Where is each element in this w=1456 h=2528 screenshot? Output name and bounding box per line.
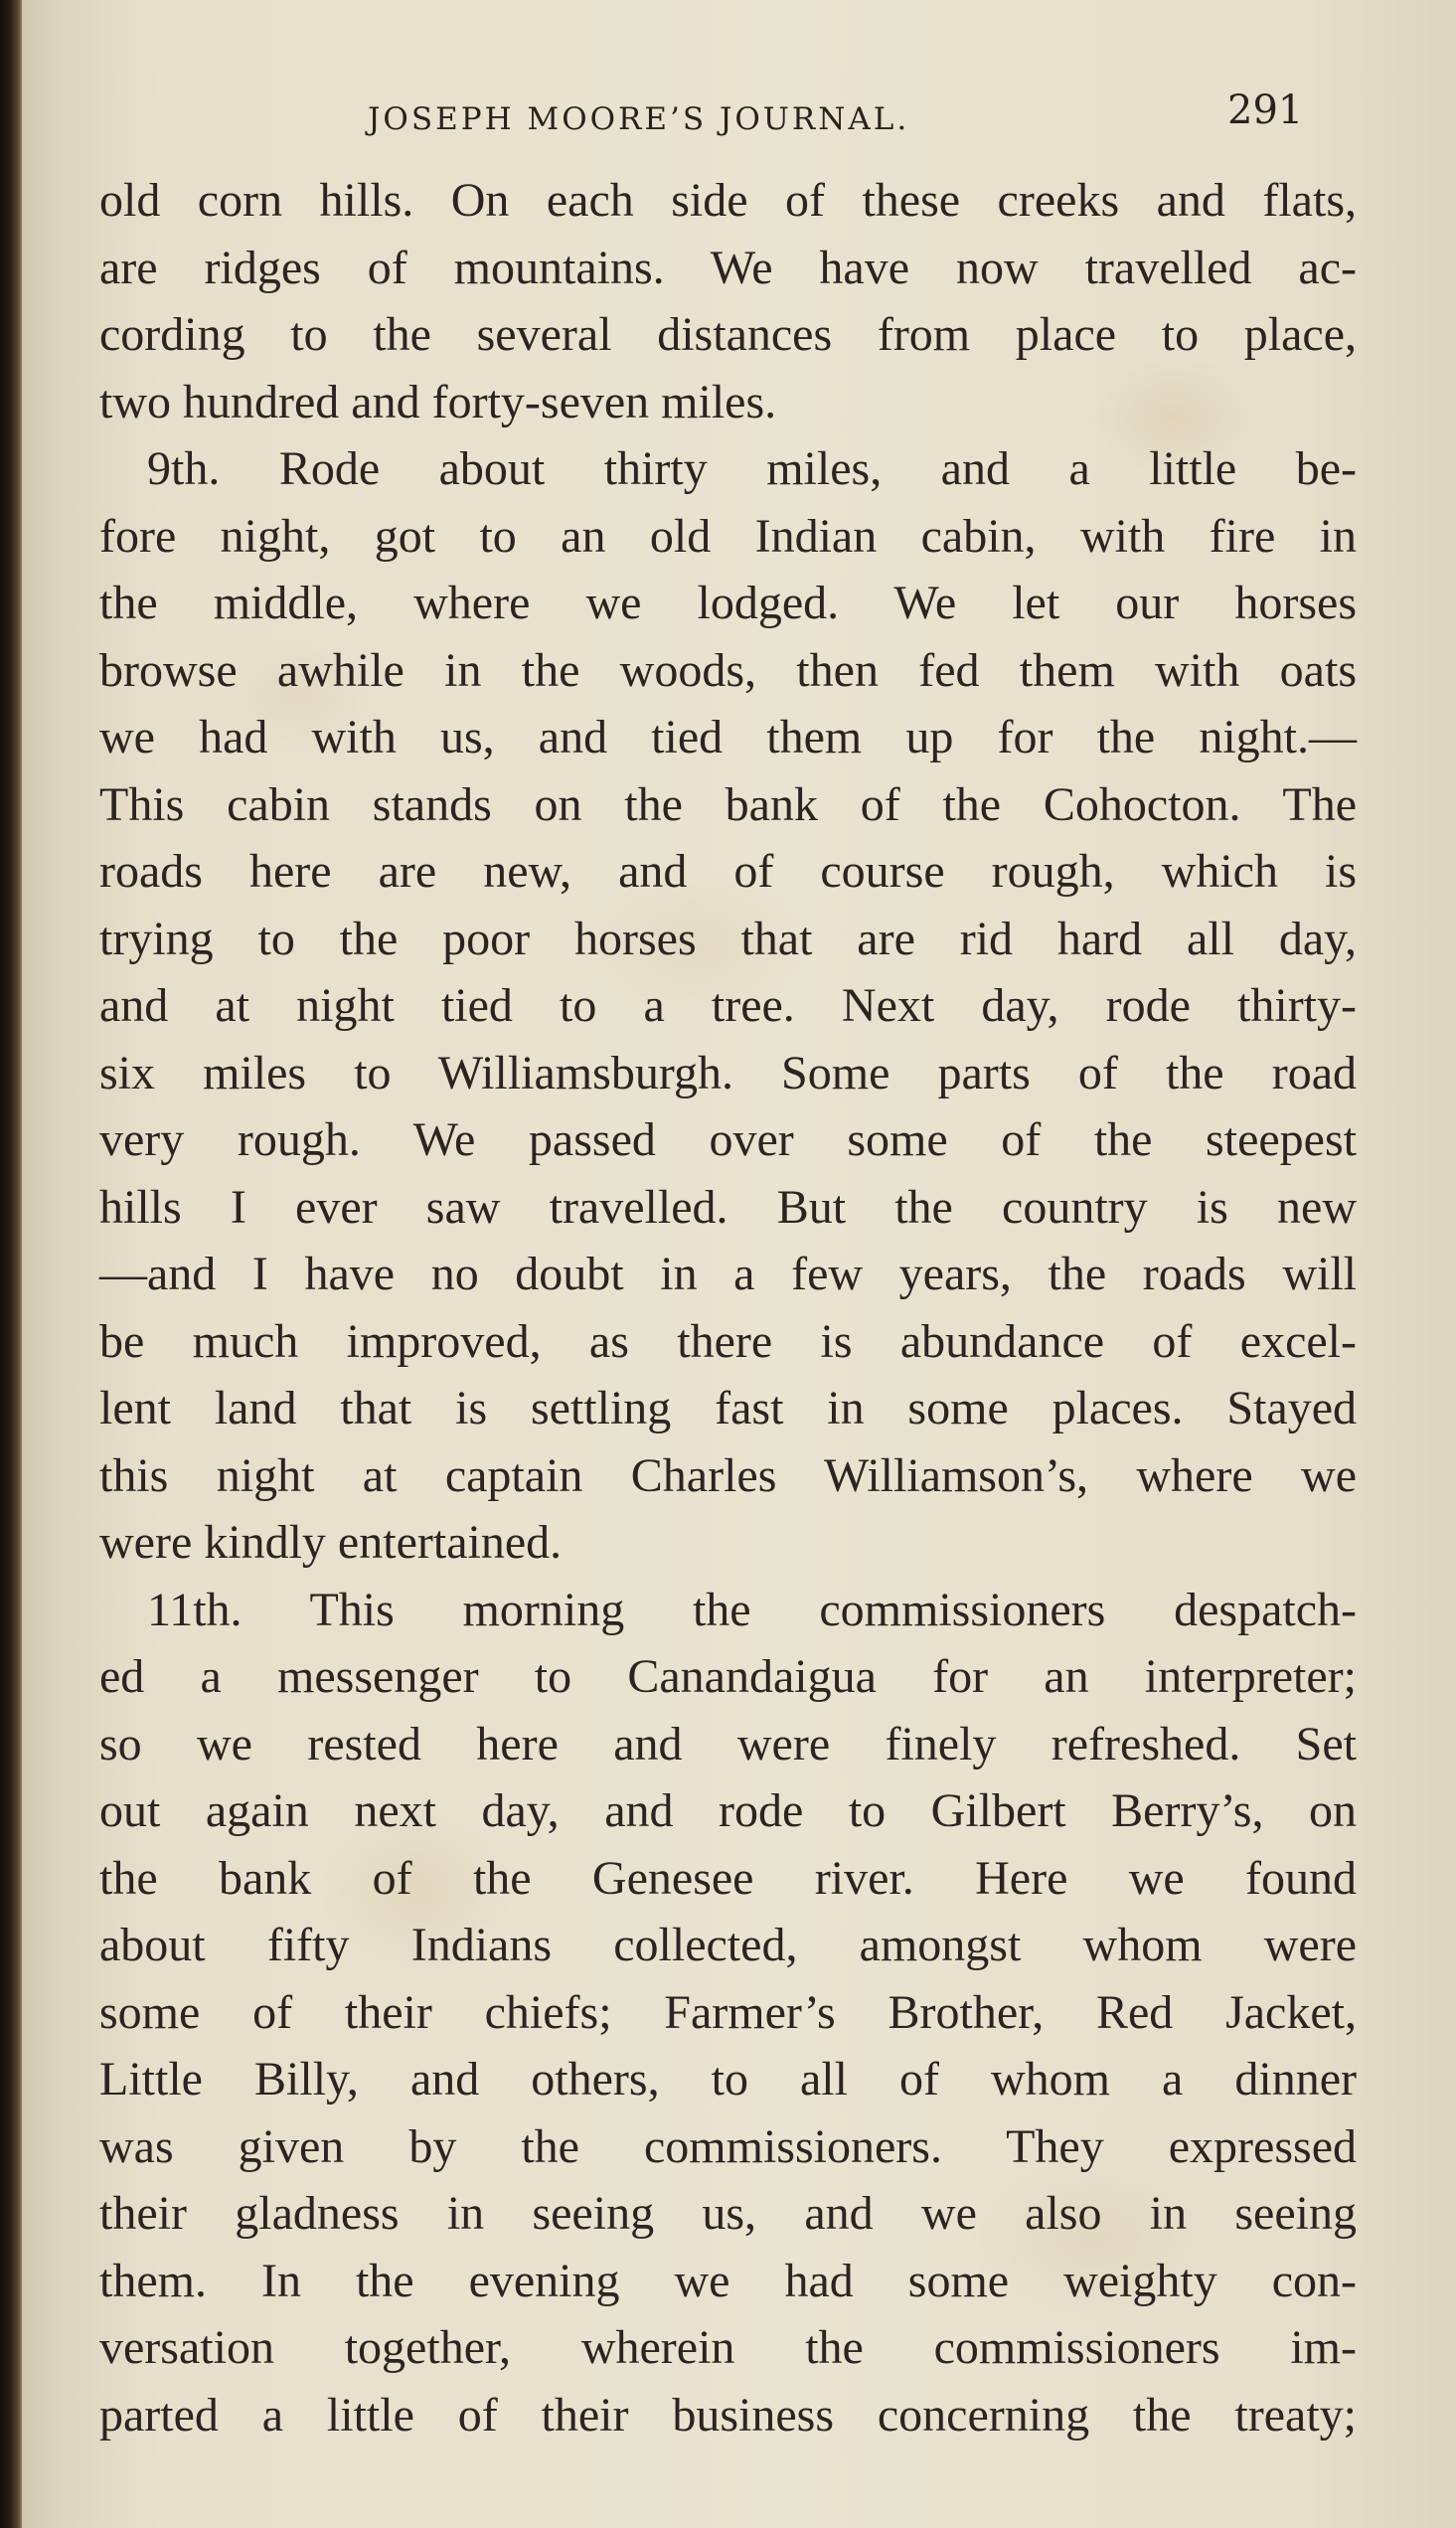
text-line: browse awhile in the woods, then fed them with oats — [99, 643, 1357, 697]
page-header — [0, 87, 1456, 157]
text-line: versation together, wherein the commissioners im- — [99, 2321, 1357, 2374]
text-line: the bank of the Genesee river. Here we found — [99, 1851, 1357, 1905]
text-line: two hundred and forty-seven miles. — [99, 375, 777, 428]
text-line: was given by the commissioners. They expressed — [99, 2119, 1357, 2173]
page-number: 291 — [1227, 87, 1304, 133]
text-line: Little Billy, and others, to all of whom a dinner — [99, 2053, 1357, 2106]
text-line: and at night tied to a tree. Next day, rode thirty- — [99, 979, 1357, 1032]
text-line: 11th. This morning the commissioners despatch- — [147, 1583, 1357, 1636]
running-head: JOSEPH MOORE’S JOURNAL. — [368, 101, 910, 137]
text-line: them. In the evening we had some weighty con- — [99, 2254, 1357, 2307]
text-line: lent land that is settling fast in some places. Stayed — [99, 1382, 1357, 1434]
text-line: this night at captain Charles Williamson’s, where we — [99, 1448, 1357, 1502]
text-line: 9th. Rode about thirty miles, and a little be- — [147, 442, 1357, 495]
journal-text — [99, 167, 1357, 2448]
text-line: so we rested here and were finely refreshed. Set — [99, 1717, 1357, 1770]
text-line: are ridges of mountains. We have now travelled ac- — [99, 241, 1357, 294]
text-line: out again next day, and rode to Gilbert Berry’s, on — [99, 1784, 1357, 1837]
text-line: ed a messenger to Canandaigua for an interpreter; — [99, 1650, 1357, 1703]
text-line: —and I have no doubt in a few years, the roads will — [99, 1248, 1357, 1300]
book-binding-edge — [0, 0, 22, 2528]
text-line: be much improved, as there is abundance of excel- — [99, 1314, 1357, 1368]
text-line: some of their chiefs; Farmer’s Brother, Red Jacket, — [99, 1985, 1357, 2039]
text-line: the middle, where we lodged. We let our horses — [99, 577, 1357, 629]
text-line: were kindly entertained. — [99, 1516, 563, 1569]
text-line: This cabin stands on the bank of the Cohocton. The — [99, 777, 1357, 831]
text-line: trying to the poor horses that are rid hard all day, — [99, 912, 1357, 965]
text-line: parted a little of their business concerning the treaty; — [99, 2388, 1357, 2442]
text-line: old corn hills. On each side of these creeks and flats, — [99, 174, 1357, 227]
text-line: very rough. We passed over some of the steepest — [99, 1113, 1357, 1166]
text-line: about fifty Indians collected, amongst whom were — [99, 1919, 1357, 1971]
text-line: their gladness in seeing us, and we also in seeing — [99, 2187, 1357, 2240]
text-line: we had with us, and tied them up for the night.— — [99, 711, 1357, 763]
text-line: roads here are new, and of course rough, which is — [99, 845, 1357, 898]
text-line: hills I ever saw travelled. But the country is new — [99, 1180, 1357, 1234]
text-line: six miles to Williamsburgh. Some parts of the road — [99, 1046, 1357, 1099]
text-line: cording to the several distances from place to place, — [99, 308, 1357, 361]
text-line: fore night, got to an old Indian cabin, with fire in — [99, 509, 1357, 563]
